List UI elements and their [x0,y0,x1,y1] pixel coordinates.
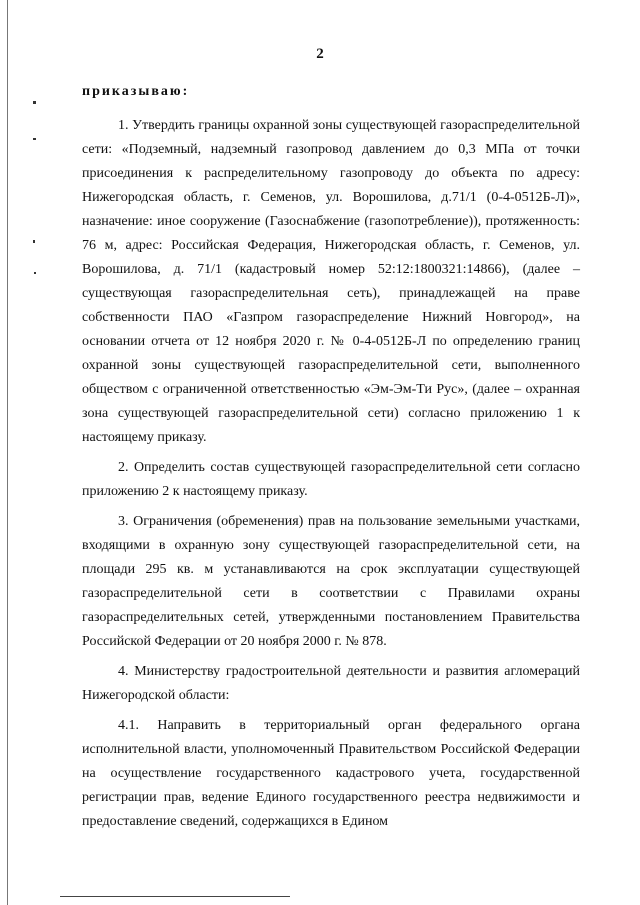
document-body [82,114,580,840]
paragraph-3: 3. Ограничения (обременения) прав на пользование земельными участками, входящими в охранную зону существующей газораспределительной сети, на площади 295 кв. м устанавливаются на срок эксплуатации существующей газораспределительной сети в соответствии с Правилами охраны газораспределительных сетей, утвержденными постановлением Правительства Российской Федерации от 20 ноября 2000 г. № 878. [82,514,580,649]
order-heading: приказываю: [82,84,190,99]
binding-edge-line [7,0,8,905]
scan-footer-line [60,896,290,897]
paragraph-4-1: 4.1. Направить в территориальный орган федерального органа исполнительной власти, уполномоченный Правительством Российской Федерации на осуществление государственного кадастрового учета, государственной регистрации прав, ведение Единого государственного реестра недвижимости и предоставление сведений, содержащихся в Едином [82,718,580,829]
paragraph-2: 2. Определить состав существующей газораспределительной сети согласно приложению 2 к настоящему приказу. [82,460,580,499]
page-number: 2 [316,46,324,62]
paragraph-4: 4. Министерству градостроительной деятельности и развития агломераций Нижегородской области: [82,664,580,703]
paragraph-1: 1. Утвердить границы охранной зоны существующей газораспределительной сети: «Подземный, надземный газопровод давлением до 0,3 МПа от точки присоединения к распределительному газопроводу до объекта по адресу: Нижегородская область, г. Семенов, ул. Ворошилова, д.71/1 (0-4-0512Б-Л)», назначение: иное сооружение (Газоснабжение (газопотребление)), протяженность: 76 м, адрес: Российская Федерация, Нижегородская область, г. Семенов, ул. Ворошилова, д. 71/1 (кадастровый номер 52:12:1800321:14866), (далее – существующая газораспределительная сеть), принадлежащей на праве собственности ПАО «Газпром газораспределение Нижний Новгород», на основании отчета от 12 ноября 2020 г. № 0-4-0512Б-Л по определению границ охранной зоны существующей газораспределительной сети, выполненного обществом с ограниченной ответственностью «Эм-Эм-Ти Рус», (далее – охранная зона существующей газораспределительной сети) согласно приложению 1 к настоящему приказу. [82,118,580,445]
